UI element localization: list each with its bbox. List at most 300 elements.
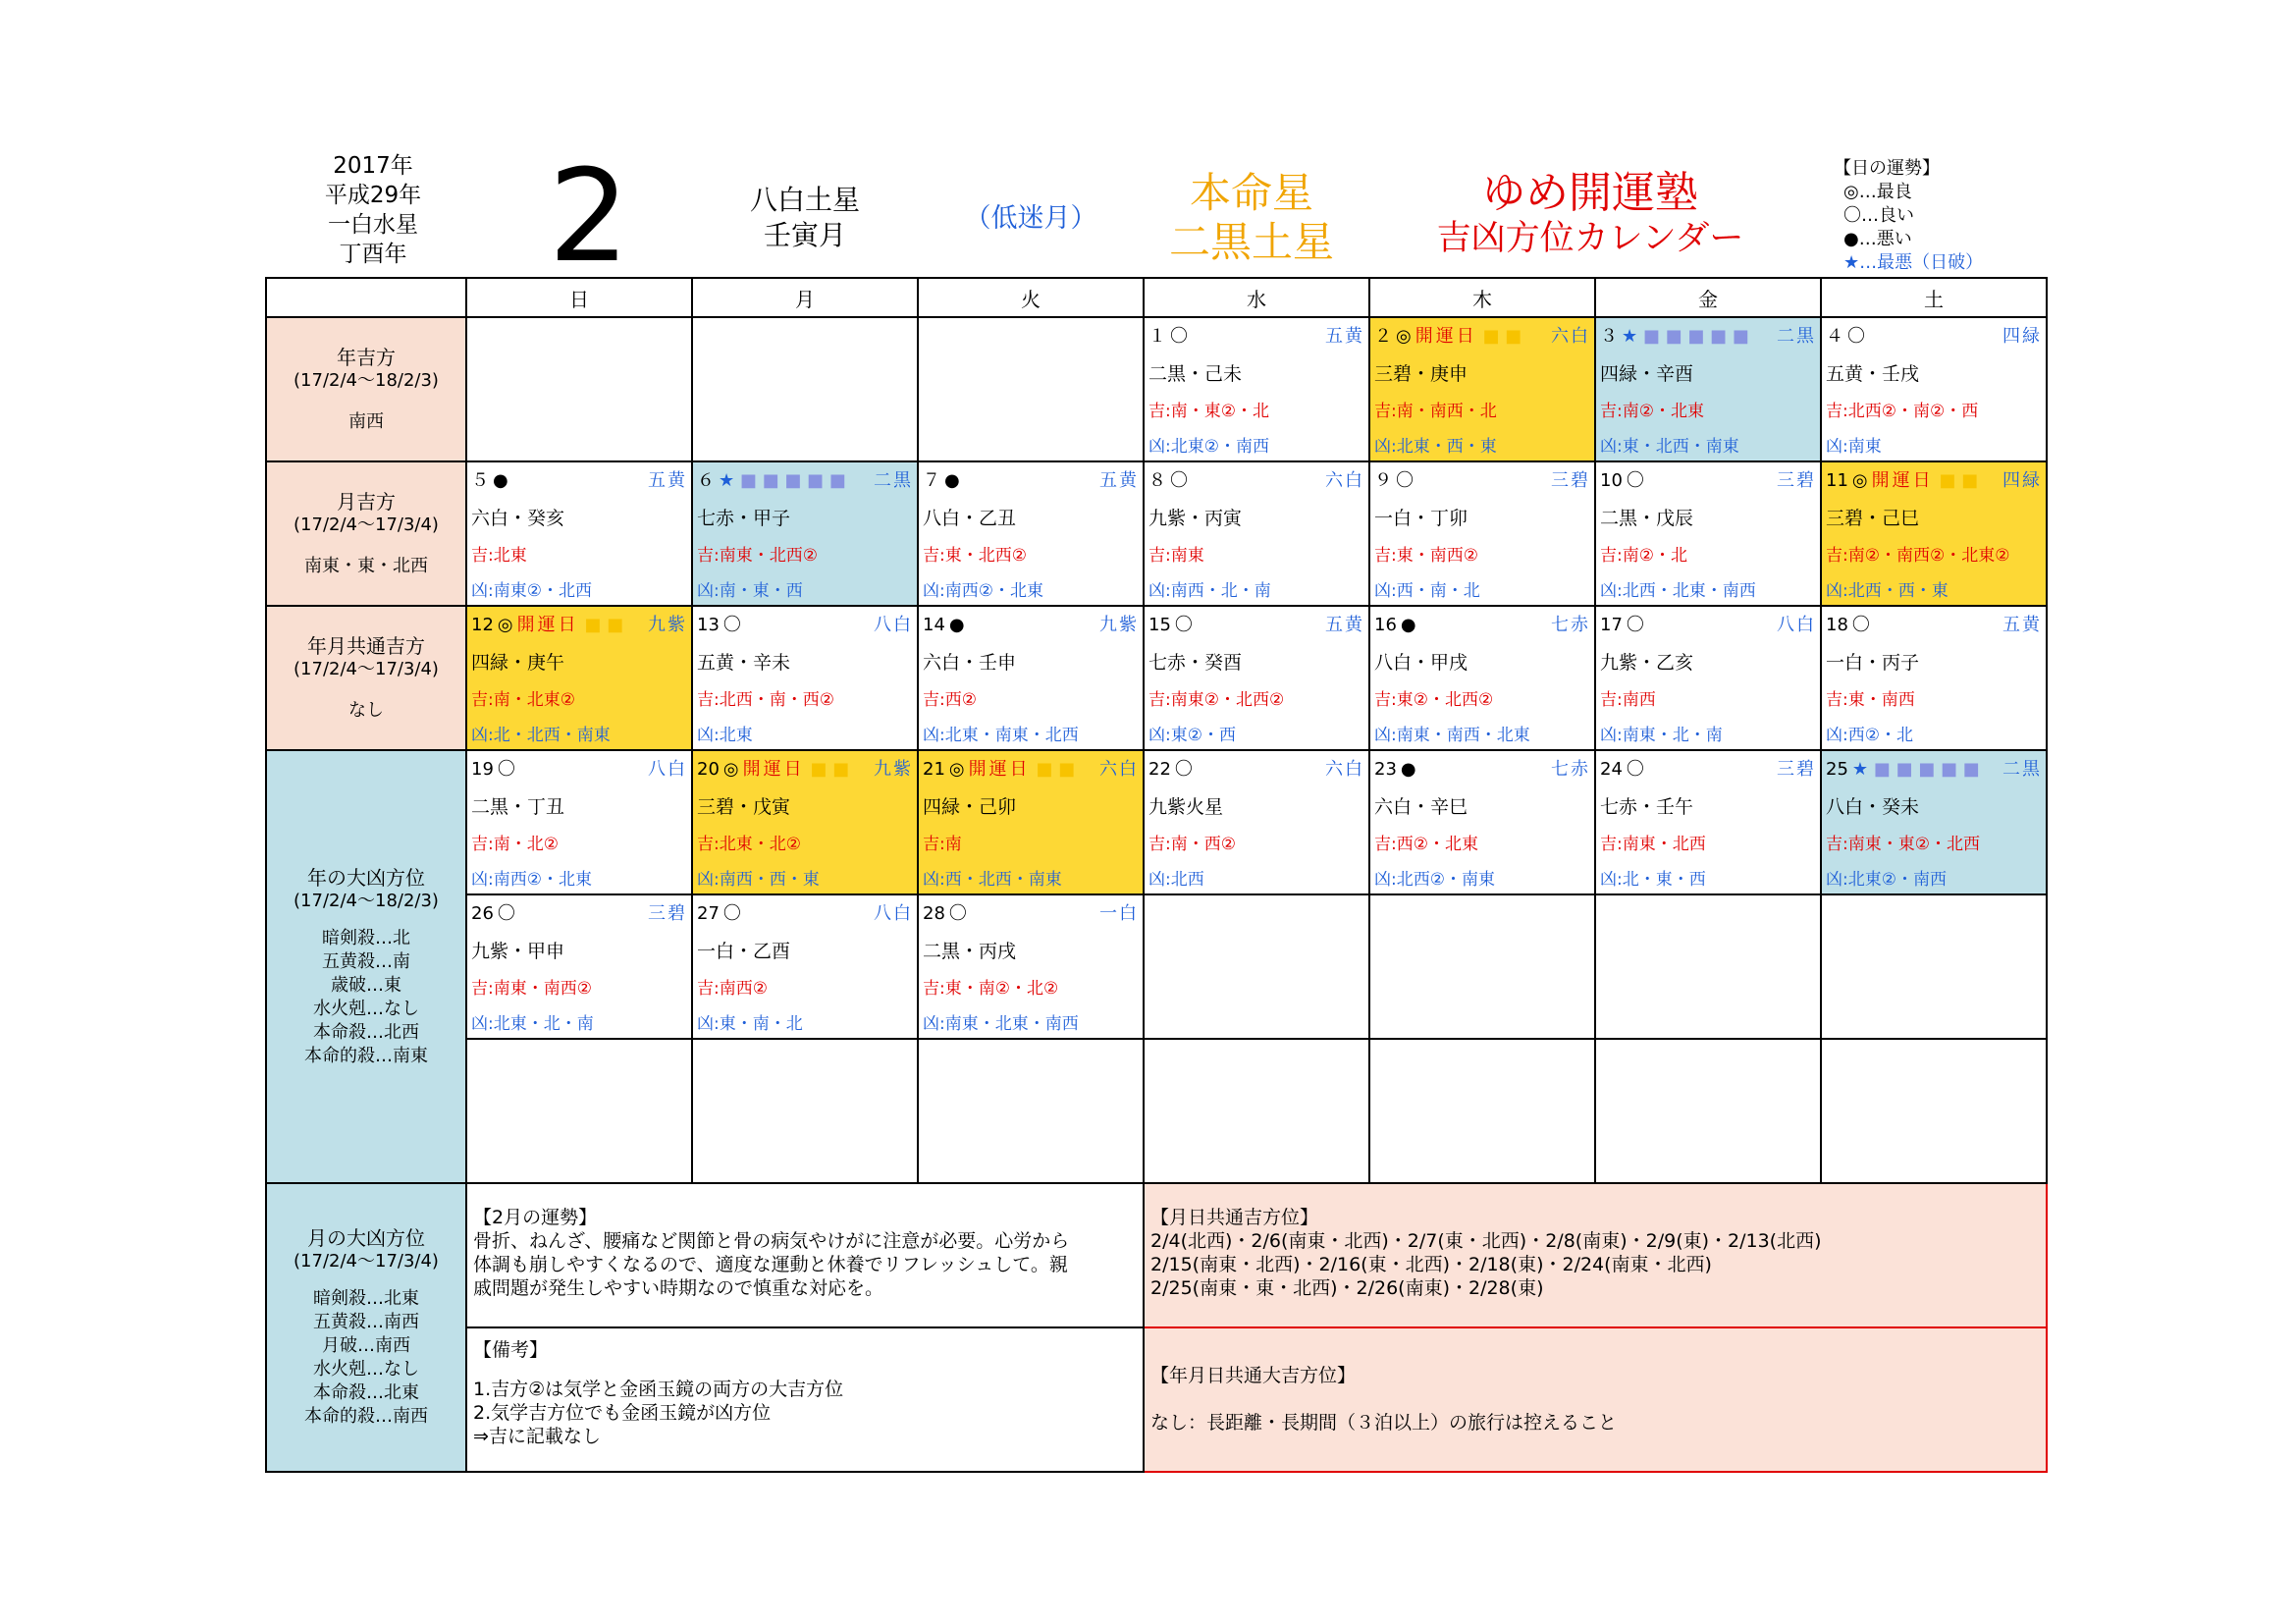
brand-name: ゆめ開運塾 bbox=[1482, 168, 1698, 218]
bad-directions: 凶:東・北西・南東 bbox=[1600, 437, 1739, 457]
good-directions: 吉:南東②・北西② bbox=[1148, 690, 1285, 710]
empty-cell bbox=[1595, 1039, 1821, 1183]
kaiun-day-label: 開運日 bbox=[1415, 326, 1477, 347]
day-nine-star: 九紫 bbox=[648, 615, 687, 635]
day-content bbox=[1145, 751, 1368, 893]
good-directions: 吉:南西② bbox=[697, 979, 768, 999]
legend-title: 【日の運勢】 bbox=[1834, 158, 1940, 179]
day-number-text: 19 bbox=[471, 759, 494, 780]
empty-cell bbox=[1821, 1039, 2047, 1183]
bad-directions: 凶:北東・西・東 bbox=[1374, 437, 1497, 457]
empty-cell bbox=[1595, 894, 1821, 1039]
empty-cell bbox=[1144, 1039, 1369, 1183]
day-number-text: 25 bbox=[1826, 759, 1848, 780]
good-directions: 吉:南 bbox=[923, 835, 962, 854]
fortune-mark: ● bbox=[493, 470, 508, 491]
fortune-mark: ◎ bbox=[497, 615, 513, 635]
good-directions: 吉:東・南西② bbox=[1374, 546, 1478, 566]
corner-cell bbox=[266, 278, 466, 317]
day-cell[interactable] bbox=[466, 606, 692, 750]
day-stem-branch: 八白・乙丑 bbox=[923, 508, 1017, 529]
day-nine-star: 七赤 bbox=[1551, 615, 1590, 635]
day-number bbox=[1374, 613, 1416, 638]
fortune-mark: ◎ bbox=[1396, 326, 1412, 347]
day-number-text: 24 bbox=[1600, 759, 1623, 780]
good-directions: 吉:東・北西② bbox=[923, 546, 1027, 566]
side-year-bad bbox=[266, 750, 466, 1183]
day-number-text: ２ bbox=[1374, 326, 1392, 347]
fortune-mark: ● bbox=[944, 470, 960, 491]
day-content bbox=[1370, 462, 1594, 605]
bad-directions: 凶:南東 bbox=[1826, 437, 1882, 457]
bad-directions: 凶:北東②・南西 bbox=[1148, 437, 1269, 457]
side-value: 南西 bbox=[348, 410, 384, 432]
day-nine-star: 五黄 bbox=[1099, 470, 1139, 491]
day-nine-star: 二黒 bbox=[2002, 759, 2042, 780]
day-cell[interactable] bbox=[1369, 317, 1595, 461]
day-nine-star: 九紫 bbox=[874, 759, 913, 780]
day-cell[interactable] bbox=[1595, 461, 1821, 606]
month-eto: 壬寅月 bbox=[763, 219, 846, 251]
bad-directions: 凶:北西・北東・南西 bbox=[1600, 581, 1756, 601]
side-list bbox=[267, 927, 465, 1068]
day-content bbox=[1596, 318, 1820, 460]
good-directions: 吉:南東 bbox=[1148, 546, 1204, 566]
bad-directions: 凶:東②・西 bbox=[1148, 726, 1236, 745]
legend-best: ◎…最良 bbox=[1843, 182, 1912, 202]
week-row-5 bbox=[266, 894, 2047, 1039]
day-number bbox=[1826, 468, 1978, 494]
weekday-tue: 火 bbox=[918, 278, 1144, 317]
side-month-good bbox=[266, 461, 466, 606]
day-content bbox=[1596, 462, 1820, 605]
good-directions: 吉:南・西② bbox=[1148, 835, 1236, 854]
day-number-text: 20 bbox=[697, 759, 720, 780]
weekday-thu: 木 bbox=[1369, 278, 1595, 317]
day-cell[interactable] bbox=[1369, 750, 1595, 894]
fortune-mark: ★ bbox=[1851, 759, 1869, 780]
empty-cell bbox=[918, 1039, 1144, 1183]
day-content bbox=[919, 751, 1143, 893]
day-cell[interactable] bbox=[1144, 317, 1369, 461]
day-cell[interactable] bbox=[1595, 317, 1821, 461]
day-header bbox=[1148, 757, 1364, 783]
bad-directions: 凶:南東②・北西 bbox=[471, 581, 592, 601]
day-header bbox=[697, 901, 913, 927]
common-days-line: 2/4(北西)・2/6(南東・北西)・2/7(東・北西)・2/8(南東)・2/9(東)・2/13(北西) bbox=[1150, 1230, 1822, 1252]
day-nine-star: 三碧 bbox=[1551, 470, 1590, 491]
day-number bbox=[1600, 757, 1644, 783]
legend bbox=[1834, 157, 1983, 275]
day-content bbox=[1822, 462, 2046, 605]
day-number bbox=[1374, 324, 1522, 350]
day-number bbox=[697, 901, 741, 927]
fortune-mark: ◎ bbox=[1851, 470, 1868, 491]
side-year-good bbox=[266, 317, 466, 461]
day-number bbox=[1600, 324, 1749, 350]
year-eto: 丁酉年 bbox=[339, 242, 407, 267]
day-header bbox=[471, 757, 687, 783]
day-stem-branch: 三碧・戊寅 bbox=[697, 796, 791, 818]
day-number-text: 23 bbox=[1374, 759, 1397, 780]
day-stem-branch: 五黄・壬戌 bbox=[1826, 363, 1920, 385]
side-item: 本命殺…北東 bbox=[313, 1382, 419, 1403]
side-item: 本命殺…北西 bbox=[313, 1021, 419, 1043]
day-cell[interactable] bbox=[1821, 461, 2047, 606]
day-nine-star: 九紫 bbox=[1099, 615, 1139, 635]
day-cell[interactable] bbox=[1144, 606, 1369, 750]
good-directions: 吉:南・北東② bbox=[471, 690, 575, 710]
day-number-text: 13 bbox=[697, 615, 720, 635]
legend-worst: ★…最悪（日破） bbox=[1843, 252, 1984, 273]
kaiun-day-label: 開運日 bbox=[1871, 470, 1934, 491]
bad-directions: 凶:北東②・南西 bbox=[1826, 870, 1947, 890]
common-days-title: 【月日共通吉方位】 bbox=[1150, 1207, 1319, 1228]
day-number bbox=[1374, 757, 1416, 783]
day-header bbox=[1826, 324, 2042, 350]
side-common-good bbox=[266, 606, 466, 750]
day-number-text: 17 bbox=[1600, 615, 1623, 635]
fortune-mark: 〇 bbox=[1626, 759, 1644, 780]
year-info bbox=[294, 151, 452, 269]
day-number-text: 26 bbox=[471, 903, 494, 924]
common-days-line: 2/15(南東・北西)・2/16(東・北西)・2/18(東)・2/24(南東・北西) bbox=[1150, 1254, 1712, 1275]
day-content bbox=[467, 462, 691, 605]
day-nine-star: 三碧 bbox=[1777, 759, 1816, 780]
day-nine-star: 六白 bbox=[1551, 326, 1590, 347]
day-cell[interactable] bbox=[1144, 750, 1369, 894]
day-stem-branch: 一白・丙子 bbox=[1826, 652, 1920, 674]
decor-squares: ■ ■ bbox=[1476, 326, 1522, 347]
day-stem-branch: 一白・丁卯 bbox=[1374, 508, 1468, 529]
day-number-text: 21 bbox=[923, 759, 945, 780]
side-item: 月破…南西 bbox=[322, 1335, 410, 1356]
day-cell[interactable] bbox=[466, 750, 692, 894]
fortune-mark: 〇 bbox=[497, 759, 515, 780]
day-nine-star: 五黄 bbox=[1325, 615, 1364, 635]
bad-directions: 凶:北西 bbox=[1148, 870, 1204, 890]
side-title: 年の大凶方位 bbox=[307, 865, 425, 890]
day-cell[interactable] bbox=[918, 894, 1144, 1039]
week-row-2 bbox=[266, 461, 2047, 606]
bad-directions: 凶:北東・南東・北西 bbox=[923, 726, 1079, 745]
side-range: (17/2/4～18/2/3) bbox=[294, 890, 439, 911]
day-number bbox=[923, 757, 1075, 783]
day-content bbox=[467, 607, 691, 749]
day-cell[interactable] bbox=[918, 606, 1144, 750]
common-big-box bbox=[1144, 1327, 2047, 1472]
day-stem-branch: 三碧・己巳 bbox=[1826, 508, 1920, 529]
day-content bbox=[693, 895, 917, 1038]
day-nine-star: 一白 bbox=[1099, 903, 1139, 924]
day-content bbox=[1596, 607, 1820, 749]
day-header bbox=[1600, 468, 1816, 494]
calendar-subtitle: 吉凶方位カレンダー bbox=[1436, 219, 1744, 258]
day-content bbox=[467, 895, 691, 1038]
side-item: 暗剣殺…北 bbox=[322, 927, 410, 948]
day-nine-star: 三碧 bbox=[1777, 470, 1816, 491]
day-number bbox=[1600, 468, 1644, 494]
fortune-mark: 〇 bbox=[1847, 326, 1865, 347]
day-header bbox=[1148, 613, 1364, 638]
remarks-line: 2.気学吉方位でも金函玉鏡が凶方位 bbox=[473, 1402, 772, 1424]
day-content bbox=[1822, 607, 2046, 749]
day-header bbox=[1600, 324, 1816, 350]
day-content bbox=[1370, 751, 1594, 893]
day-cell[interactable] bbox=[1369, 606, 1595, 750]
day-nine-star: 四緑 bbox=[2002, 470, 2042, 491]
day-stem-branch: 六白・壬申 bbox=[923, 652, 1017, 674]
day-stem-branch: 九紫・甲申 bbox=[471, 941, 565, 962]
day-cell[interactable] bbox=[1144, 461, 1369, 606]
day-stem-branch: 六白・癸亥 bbox=[471, 508, 565, 529]
monthly-fortune-box bbox=[466, 1183, 1144, 1327]
kaiun-day-label: 開運日 bbox=[968, 759, 1031, 780]
good-directions: 吉:東②・北西② bbox=[1374, 690, 1494, 710]
bad-directions: 凶:南西・北・南 bbox=[1148, 581, 1271, 601]
day-cell[interactable] bbox=[466, 461, 692, 606]
empty-cell bbox=[692, 317, 918, 461]
day-number bbox=[1148, 324, 1188, 350]
year-star: 一白水星 bbox=[328, 212, 418, 238]
bad-directions: 凶:南西・西・東 bbox=[697, 870, 820, 890]
monthly-fortune-title: 【2月の運勢】 bbox=[473, 1207, 598, 1228]
side-range: (17/2/4～17/3/4) bbox=[294, 514, 439, 535]
day-stem-branch: 二黒・己未 bbox=[1148, 363, 1243, 385]
day-number bbox=[697, 757, 849, 783]
side-range: (17/2/4～17/3/4) bbox=[294, 658, 439, 679]
fortune-mark: ● bbox=[948, 615, 965, 635]
calendar-table bbox=[265, 277, 2048, 1473]
day-header bbox=[1826, 613, 2042, 638]
month-note: （低迷月） bbox=[964, 203, 1097, 234]
kaiun-day-label: 開運日 bbox=[742, 759, 805, 780]
day-number bbox=[1826, 324, 1865, 350]
common-big-title: 【年月日共通大吉方位】 bbox=[1150, 1365, 1357, 1386]
bad-directions: 凶:西・南・北 bbox=[1374, 581, 1480, 601]
common-days-box bbox=[1144, 1183, 2047, 1327]
day-cell[interactable] bbox=[1595, 750, 1821, 894]
day-number-text: 28 bbox=[923, 903, 945, 924]
day-number bbox=[1148, 468, 1188, 494]
day-stem-branch: 二黒・丁丑 bbox=[471, 796, 565, 818]
common-big-line: なし：長距離・長期間（３泊以上）の旅行は控えること bbox=[1150, 1412, 1618, 1434]
day-header bbox=[1148, 324, 1364, 350]
day-content bbox=[693, 751, 917, 893]
fortune-mark: ◎ bbox=[948, 759, 965, 780]
day-stem-branch: 九紫・丙寅 bbox=[1148, 508, 1243, 529]
day-header bbox=[1374, 324, 1590, 350]
day-nine-star: 八白 bbox=[648, 759, 687, 780]
day-cell[interactable] bbox=[692, 461, 918, 606]
remarks-title: 【備考】 bbox=[473, 1339, 549, 1361]
decor-squares: ■ ■ ■ ■ ■ bbox=[1868, 759, 1980, 780]
side-item: 五黄殺…南 bbox=[322, 950, 410, 972]
day-header bbox=[1600, 613, 1816, 638]
side-value: なし bbox=[348, 699, 384, 721]
bad-directions: 凶:北東 bbox=[697, 726, 753, 745]
day-stem-branch: 一白・乙酉 bbox=[697, 941, 791, 962]
side-range: (17/2/4～18/2/3) bbox=[294, 369, 439, 391]
fortune-mark: ● bbox=[1400, 615, 1416, 635]
honmei-label: 本命星 bbox=[1189, 169, 1313, 217]
side-month-bad bbox=[266, 1183, 466, 1472]
side-range: (17/2/4～17/3/4) bbox=[294, 1251, 439, 1272]
day-header bbox=[697, 613, 913, 638]
day-number-text: 22 bbox=[1148, 759, 1171, 780]
decor-squares: ■ ■ ■ ■ ■ bbox=[1637, 326, 1749, 347]
empty-cell bbox=[1369, 894, 1595, 1039]
good-directions: 吉:北東・北② bbox=[697, 835, 801, 854]
side-value: 南東・東・北西 bbox=[304, 555, 428, 576]
day-cell[interactable] bbox=[692, 606, 918, 750]
day-number bbox=[1600, 613, 1644, 638]
bad-directions: 凶:南東・北・南 bbox=[1600, 726, 1723, 745]
side-title: 年吉方 bbox=[337, 345, 396, 369]
day-nine-star: 五黄 bbox=[1325, 326, 1364, 347]
day-stem-branch: 八白・癸未 bbox=[1826, 796, 1920, 818]
kaiun-day-label: 開運日 bbox=[516, 615, 579, 635]
side-item: 歳破…東 bbox=[331, 974, 401, 996]
day-number bbox=[471, 757, 515, 783]
fortune-mark: 〇 bbox=[1626, 615, 1644, 635]
day-cell[interactable] bbox=[692, 750, 918, 894]
day-cell[interactable] bbox=[1821, 317, 2047, 461]
good-directions: 吉:東・南②・北② bbox=[923, 979, 1059, 999]
day-number bbox=[471, 901, 515, 927]
day-header bbox=[923, 901, 1139, 927]
notes-row-1 bbox=[266, 1183, 2047, 1327]
fortune-mark: 〇 bbox=[1626, 470, 1644, 491]
day-stem-branch: 七赤・癸酉 bbox=[1148, 652, 1243, 674]
month-star-name: 八白土星 bbox=[749, 184, 860, 216]
side-item: 本命的殺…南東 bbox=[304, 1045, 428, 1066]
decor-squares: ■ ■ ■ ■ ■ bbox=[734, 470, 846, 491]
weekday-sat: 土 bbox=[1821, 278, 2047, 317]
good-directions: 吉:南西 bbox=[1600, 690, 1656, 710]
day-number-text: ３ bbox=[1600, 326, 1618, 347]
day-number-text: 12 bbox=[471, 615, 494, 635]
day-number bbox=[697, 613, 741, 638]
day-header bbox=[1826, 468, 2042, 494]
day-header bbox=[1374, 468, 1590, 494]
day-number bbox=[923, 613, 965, 638]
day-header bbox=[1826, 757, 2042, 783]
day-content bbox=[1596, 751, 1820, 893]
day-number bbox=[471, 613, 623, 638]
day-number bbox=[1826, 757, 1980, 783]
remarks-line: 1.吉方②は気学と金函玉鏡の両方の大吉方位 bbox=[473, 1379, 844, 1400]
legend-bad: ●…悪い bbox=[1843, 229, 1912, 249]
day-header bbox=[471, 613, 687, 638]
day-stem-branch: 六白・辛巳 bbox=[1374, 796, 1468, 818]
good-directions: 吉:南東・東②・北西 bbox=[1826, 835, 1980, 854]
day-number-text: 14 bbox=[923, 615, 945, 635]
day-number bbox=[1826, 613, 1870, 638]
day-nine-star: 四緑 bbox=[2002, 326, 2042, 347]
day-content bbox=[919, 462, 1143, 605]
fortune-mark: 〇 bbox=[1851, 615, 1870, 635]
day-number bbox=[697, 468, 846, 494]
day-cell[interactable] bbox=[918, 461, 1144, 606]
weekday-wed: 水 bbox=[1144, 278, 1369, 317]
monthly-fortune-line: 体調も崩しやすくなるので、適度な運動と休養でリフレッシュして。親 bbox=[473, 1254, 1068, 1275]
day-header bbox=[1374, 757, 1590, 783]
day-nine-star: 七赤 bbox=[1551, 759, 1590, 780]
weekday-row bbox=[266, 278, 2047, 317]
day-stem-branch: 二黒・丙戌 bbox=[923, 941, 1017, 962]
brand bbox=[1414, 169, 1767, 259]
day-stem-branch: 二黒・戊辰 bbox=[1600, 508, 1694, 529]
bad-directions: 凶:南西②・北東 bbox=[471, 870, 592, 890]
day-number-text: 15 bbox=[1148, 615, 1171, 635]
day-content bbox=[1145, 607, 1368, 749]
day-number bbox=[471, 468, 508, 494]
day-cell[interactable] bbox=[1595, 606, 1821, 750]
good-directions: 吉:南②・北 bbox=[1600, 546, 1687, 566]
week-row-1 bbox=[266, 317, 2047, 461]
day-content bbox=[467, 751, 691, 893]
year-western: 2017年 bbox=[333, 153, 413, 179]
empty-cell bbox=[692, 1039, 918, 1183]
day-number-text: ６ bbox=[697, 470, 715, 491]
bad-directions: 凶:西②・北 bbox=[1826, 726, 1913, 745]
fortune-mark: 〇 bbox=[1170, 326, 1188, 347]
good-directions: 吉:南②・南西②・北東② bbox=[1826, 546, 2010, 566]
side-item: 五黄殺…南西 bbox=[313, 1312, 419, 1332]
day-cell[interactable] bbox=[918, 750, 1144, 894]
good-directions: 吉:北西②・南②・西 bbox=[1826, 402, 1979, 421]
day-header bbox=[923, 613, 1139, 638]
decor-squares: ■ ■ bbox=[1030, 759, 1076, 780]
day-cell[interactable] bbox=[1821, 606, 2047, 750]
empty-cell bbox=[918, 317, 1144, 461]
good-directions: 吉:南東・南西② bbox=[471, 979, 592, 999]
day-number bbox=[923, 901, 967, 927]
good-directions: 吉:南・南西・北 bbox=[1374, 402, 1497, 421]
day-nine-star: 六白 bbox=[1325, 470, 1364, 491]
good-directions: 吉:西②・北東 bbox=[1374, 835, 1478, 854]
fortune-mark: ★ bbox=[1622, 326, 1638, 347]
day-number bbox=[1148, 613, 1193, 638]
side-item: 暗剣殺…北東 bbox=[313, 1288, 419, 1309]
bad-directions: 凶:南東・南西・北東 bbox=[1374, 726, 1530, 745]
bad-directions: 凶:南東・北東・南西 bbox=[923, 1014, 1079, 1034]
day-number-text: 18 bbox=[1826, 615, 1848, 635]
day-stem-branch: 四緑・庚午 bbox=[471, 652, 565, 674]
fortune-mark: 〇 bbox=[1174, 615, 1193, 635]
day-cell[interactable] bbox=[1821, 750, 2047, 894]
day-cell[interactable] bbox=[466, 894, 692, 1039]
weekday-sun: 日 bbox=[466, 278, 692, 317]
day-nine-star: 三碧 bbox=[648, 903, 687, 924]
day-header bbox=[697, 468, 913, 494]
decor-squares: ■ ■ bbox=[578, 615, 624, 635]
fortune-mark: 〇 bbox=[1170, 470, 1188, 491]
good-directions: 吉:南・北② bbox=[471, 835, 559, 854]
fortune-mark: ● bbox=[1400, 759, 1416, 780]
day-number bbox=[923, 468, 960, 494]
legend-good: 〇…良い bbox=[1843, 205, 1914, 226]
day-content bbox=[693, 607, 917, 749]
bad-directions: 凶:南西②・北東 bbox=[923, 581, 1043, 601]
day-cell[interactable] bbox=[692, 894, 918, 1039]
fortune-mark: 〇 bbox=[1174, 759, 1193, 780]
fortune-mark: ◎ bbox=[722, 759, 739, 780]
day-cell[interactable] bbox=[1369, 461, 1595, 606]
day-header bbox=[697, 757, 913, 783]
day-stem-branch: 八白・甲戌 bbox=[1374, 652, 1468, 674]
